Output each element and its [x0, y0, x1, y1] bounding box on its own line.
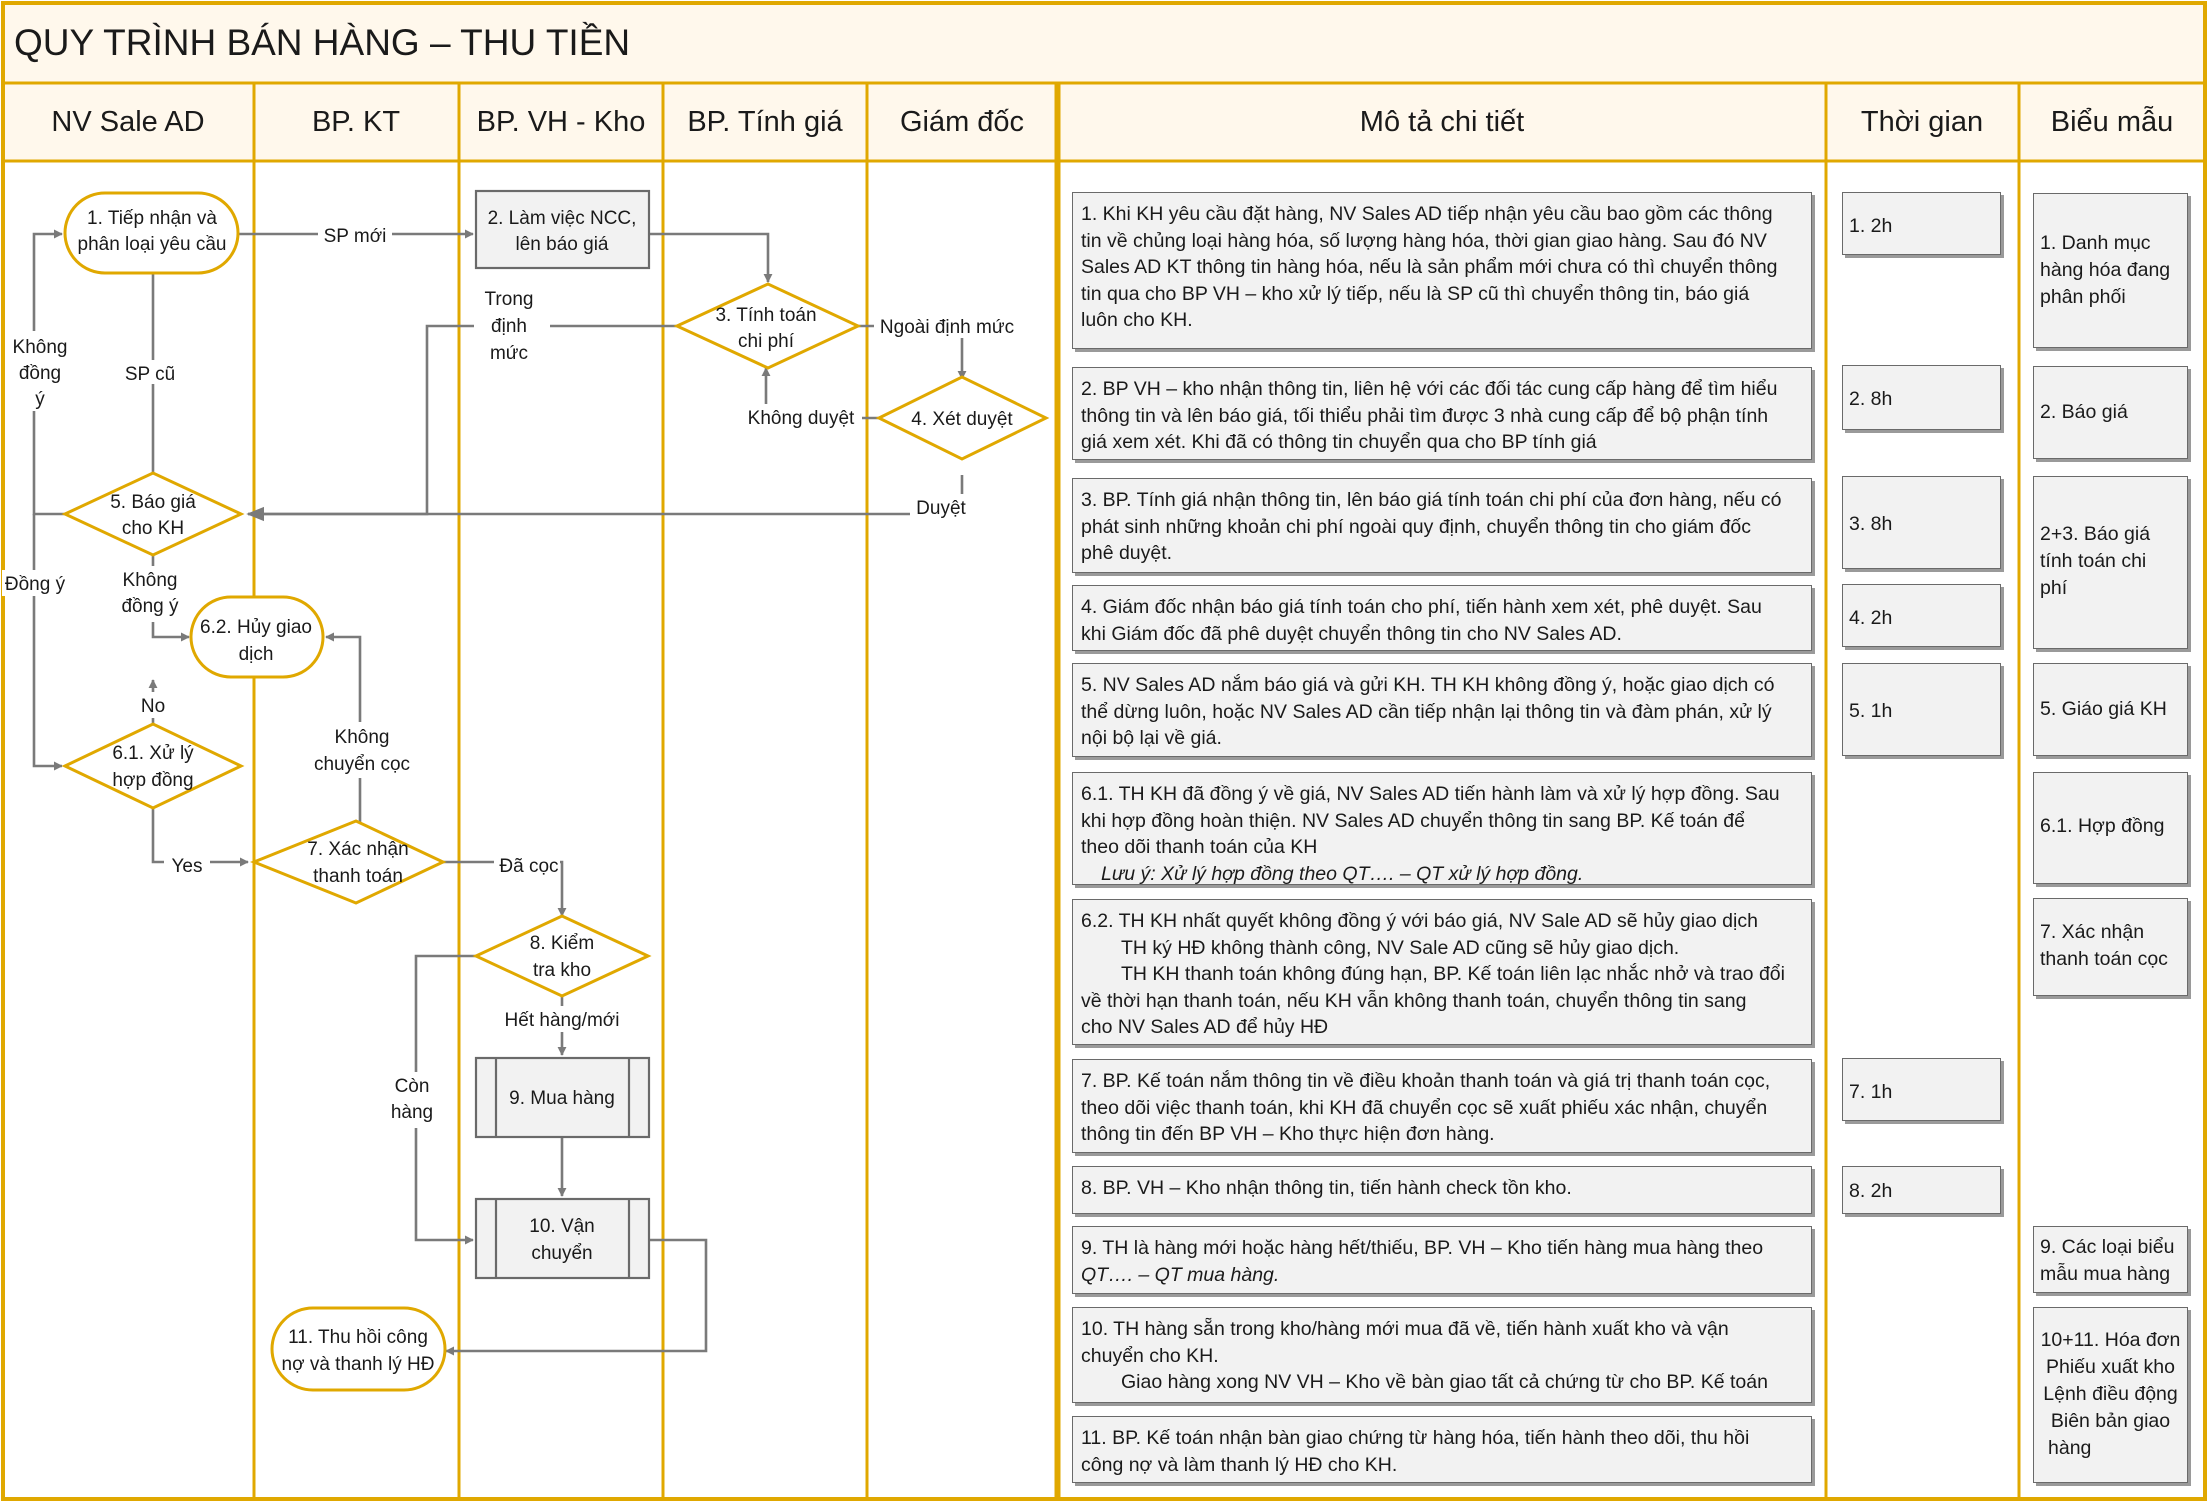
node-3-calculate-cost [677, 284, 858, 368]
edge-label-yes: Yes [171, 856, 203, 877]
desc-1-line: 1. Khi KH yêu cầu đặt hàng, NV Sales AD tiếp nhận yêu cầu bao gồm các thông [1081, 203, 1773, 225]
desc-6-2-line: TH KH thanh toán không đúng hạn, BP. Kế toán liên lạc nhắc nhở và trao đổi [1121, 963, 1785, 985]
edge-label-dong-y: Đồng ý [4, 574, 66, 595]
time-step-8 [1842, 1166, 2001, 1214]
form-7-line: thanh toán cọc [2040, 948, 2168, 970]
edge-label-da-coc: Đã cọc [499, 856, 559, 877]
form-6-1-contract [2033, 772, 2188, 884]
node-6-1-text-b: hợp đồng [112, 770, 194, 791]
lane-title-sale: NV Sale AD [51, 106, 205, 138]
desc-10-line: 10. TH hàng sẵn trong kho/hàng mới mua đã về, tiến hành xuất kho và vận [1081, 1318, 1729, 1340]
time-step-2 [1842, 365, 2001, 430]
node-1-receive-request [65, 193, 238, 273]
form-7-deposit-confirmation [2033, 898, 2188, 996]
form-3-line: 2+3. Báo giá [2040, 523, 2151, 545]
edge-label-khong-duyet: Không duyệt [747, 408, 855, 429]
time-step-1 [1842, 192, 2001, 255]
lane-title-giamdoc: Giám đốc [899, 106, 1025, 138]
node-11-text-a: 11. Thu hồi công [288, 1327, 428, 1348]
desc-2-line: 2. BP VH – kho nhận thông tin, liên hệ với các đối tác cung cấp hàng để tìm hiểu [1081, 378, 1778, 400]
desc-9-line: 9. TH là hàng mới hoặc hàng hết/thiếu, BP. VH – Kho tiến hàng mua hàng theo [1081, 1237, 1764, 1259]
desc-9-line: QT…. – QT mua hàng. [1081, 1263, 1280, 1286]
node-8-check-stock [476, 916, 648, 996]
desc-7-line: theo dõi việc thanh toán, khi KH đã chuyển cọc sẽ xuất phiếu xác nhận, chuyển [1081, 1096, 1768, 1119]
desc-10-line: Giao hàng xong NV VH – Kho về bàn giao tất cả chứng từ cho BP. Kế toán [1121, 1371, 1768, 1393]
desc-3-line: phê duyệt. [1081, 542, 1173, 564]
node-3-text-a: 3. Tính toán [715, 305, 817, 326]
edge-label-trong-dinh-muc-c: mức [489, 343, 529, 364]
form-10-line: 10+11. Hóa đơn [2040, 1329, 2181, 1351]
form-1-line: phân phối [2040, 286, 2126, 308]
desc-6-1-line: khi hợp đồng hoàn thiện. NV Sales AD chuyển thông tin sang BP. Kế toán để [1081, 809, 1745, 832]
edge-label-no: No [140, 696, 166, 717]
node-3-text-b: chi phí [738, 331, 794, 352]
desc-1-line: luôn cho KH. [1081, 309, 1193, 331]
desc-4-line: 4. Giám đốc nhận báo giá tính toán cho phí, tiến hành xem xét, phê duyệt. Sau [1081, 596, 1762, 618]
time-step-7 [1842, 1058, 2001, 1121]
node-6-1-handle-contract [65, 724, 241, 808]
desc-6-1-line: 6.1. TH KH đã đồng ý về giá, NV Sales AD tiến hành làm và xử lý hợp đồng. Sau [1081, 783, 1780, 805]
edge-label-het-hang-moi: Hết hàng/mới [504, 1010, 620, 1031]
node-5-text-b: cho KH [121, 518, 185, 539]
node-1-text-b: phân loại yêu cầu [77, 234, 227, 255]
time-value: 1. 2h [1849, 215, 1893, 237]
node-10-text-b: chuyển [531, 1243, 593, 1264]
form-9-line: mẫu mua hàng [2040, 1263, 2171, 1285]
form-2-line: 2. Báo giá [2040, 401, 2128, 423]
edge-label-khong-chuyen-coc-a: Không [334, 727, 390, 748]
form-6-1-line: 6.1. Hợp đồng [2040, 815, 2165, 837]
description-step-6-2 [1072, 899, 1812, 1045]
lane-title-tinhgia: BP. Tính giá [687, 106, 843, 138]
form-3-cost-calculation [2033, 476, 2188, 649]
time-value: 2. 8h [1849, 388, 1893, 410]
edge-label-trong-dinh-muc-b: định [491, 316, 527, 337]
form-10-11-shipping-documents [2033, 1307, 2188, 1483]
node-11-text-b: nợ và thanh lý HĐ [281, 1354, 435, 1375]
desc-11-line: công nợ và làm thanh lý HĐ cho KH. [1081, 1453, 1398, 1476]
description-step-8 [1072, 1166, 1812, 1214]
desc-1-line: tin qua cho BP VH – kho xử lý tiếp, nếu là SP cũ thì chuyển thông tin, báo giá [1081, 282, 1750, 305]
desc-8-line: 8. BP. VH – Kho nhận thông tin, tiến hành check tồn kho. [1081, 1177, 1572, 1199]
form-9-line: 9. Các loại biểu [2040, 1236, 2175, 1258]
edge-label-khong-chuyen-coc-b: chuyển cọc [313, 754, 411, 775]
desc-1-line: Sales AD KT thông tin hàng hóa, nếu là sản phẩm mới chưa có thì chuyển thông [1081, 256, 1778, 278]
form-3-line: phí [2040, 577, 2068, 599]
description-step-10 [1072, 1307, 1812, 1403]
edge-label-khong-dong-y-2a: Không [122, 570, 178, 591]
node-2-text-b: lên báo giá [515, 234, 609, 255]
node-7-confirm-payment [254, 821, 443, 903]
form-5-customer-quote [2033, 663, 2188, 756]
edge-label-khong-dong-y-1b: đồng [18, 363, 62, 384]
desc-3-line: 3. BP. Tính giá nhận thông tin, lên báo giá tính toán chi phí của đơn hàng, nếu có [1081, 489, 1782, 511]
description-step-9 [1072, 1226, 1812, 1294]
desc-2-line: thông tin và lên báo giá, tối thiểu phải tìm được 3 nhà cung cấp để bộ phận tính [1081, 404, 1769, 427]
desc-3-line: phát sinh những khoản chi phí ngoài quy định, chuyển thông tin cho giám đốc [1081, 515, 1752, 538]
time-step-3 [1842, 476, 2001, 569]
desc-5-line: nội bộ lại về giá. [1081, 727, 1222, 749]
desc-7-line: 7. BP. Kế toán nắm thông tin về điều khoản thanh toán và giá trị thanh toán cọc, [1081, 1070, 1771, 1092]
description-step-2 [1072, 367, 1812, 460]
description-step-7 [1072, 1059, 1812, 1153]
edge-label-con-hang-a: Còn [394, 1076, 430, 1097]
form-3-line: tính toán chi [2040, 550, 2147, 572]
node-2-text-a: 2. Làm việc NCC, [487, 208, 637, 229]
node-8-text-b: tra kho [532, 960, 592, 981]
desc-5-line: 5. NV Sales AD nắm báo giá và gửi KH. TH KH không đồng ý, hoặc giao dịch có [1081, 674, 1775, 696]
description-step-5 [1072, 663, 1812, 757]
form-10-line: Phiếu xuất kho [2045, 1356, 2175, 1378]
lane-title-vh: BP. VH - Kho [476, 106, 646, 138]
desc-4-line: khi Giám đốc đã phê duyệt chuyển thông tin cho NV Sales AD. [1081, 622, 1622, 645]
form-7-line: 7. Xác nhận [2040, 921, 2145, 943]
form-1-line: 1. Danh mục [2040, 232, 2151, 254]
desc-1-line: tin về chủng loại hàng hóa, số lượng hàng hóa, thời gian giao hàng. Sau đó NV [1081, 229, 1767, 252]
edge-label-khong-dong-y-1c: ý [35, 389, 45, 410]
node-2-work-with-suppliers [476, 191, 649, 268]
desc-6-1-line: theo dõi thanh toán của KH [1081, 836, 1318, 858]
desc-6-2-line: về thời hạn thanh toán, nếu KH vẫn không thanh toán, chuyển thông tin sang [1081, 989, 1747, 1012]
node-1-text-a: 1. Tiếp nhận và [87, 208, 217, 229]
node-4-text: 4. Xét duyệt [911, 409, 1013, 430]
time-value: 7. 1h [1849, 1081, 1893, 1103]
node-8-text-a: 8. Kiểm [529, 933, 595, 954]
description-step-4 [1072, 585, 1812, 651]
description-step-3 [1072, 478, 1812, 573]
time-step-4 [1842, 584, 2001, 647]
desc-2-line: giá xem xét. Khi đã có thông tin chuyển qua cho BP tính giá [1081, 431, 1597, 453]
time-value: 8. 2h [1849, 1180, 1893, 1202]
edge-label-con-hang-b: hàng [390, 1102, 434, 1123]
form-1-product-list [2033, 193, 2188, 348]
node-9-text: 9. Mua hàng [509, 1088, 615, 1109]
lane-title-mota: Mô tả chi tiết [1359, 106, 1525, 138]
edge-label-duyet: Duyệt [916, 498, 966, 519]
desc-5-line: thể dừng luôn, hoặc NV Sales AD cần tiếp nhận lại thông tin và đàm phán, xử lý [1081, 700, 1772, 723]
edge-label-sp-cu: SP cũ [124, 364, 176, 385]
node-7-text-b: thanh toán [313, 866, 403, 887]
form-2-quotation [2033, 366, 2188, 459]
node-6-1-text-a: 6.1. Xử lý [112, 743, 194, 764]
description-step-6-1 [1072, 772, 1812, 885]
lane-title-kt: BP. KT [311, 106, 401, 138]
node-10-shipping [476, 1199, 649, 1278]
description-step-1 [1072, 192, 1812, 349]
time-step-5 [1842, 663, 2001, 756]
time-value: 3. 8h [1849, 513, 1893, 535]
form-9-purchase-forms [2033, 1226, 2188, 1293]
node-6-2-text-b: dịch [238, 644, 274, 665]
node-11-collect-debt [272, 1308, 445, 1390]
time-value: 5. 1h [1849, 700, 1893, 722]
edge-label-khong-dong-y-2b: đồng ý [121, 596, 179, 617]
time-value: 4. 2h [1849, 607, 1893, 629]
node-5-text-a: 5. Báo giá [110, 492, 196, 513]
node-5-quote-customer [65, 473, 241, 555]
node-6-2-text-a: 6.2. Hủy giao [200, 617, 312, 638]
form-5-line: 5. Giáo giá KH [2040, 698, 2167, 720]
desc-11-line: 11. BP. Kế toán nhận bàn giao chứng từ hàng hóa, tiến hành theo dõi, thu hồi [1081, 1427, 1750, 1449]
edge-label-sp-moi: SP mới [323, 226, 387, 247]
edge-label-trong-dinh-muc-a: Trong [484, 289, 534, 310]
desc-6-2-line: TH ký HĐ không thành công, NV Sale AD cũng sẽ hủy giao dịch. [1121, 936, 1680, 959]
desc-7-line: thông tin đến BP VH – Kho thực hiện đơn hàng. [1081, 1123, 1495, 1145]
lane-title-bieumau: Biểu mẫu [2050, 106, 2174, 138]
form-1-line: hàng hóa đang [2040, 259, 2171, 281]
desc-6-2-line: 6.2. TH KH nhất quyết không đồng ý với báo giá, NV Sale AD sẽ hủy giao dịch [1081, 910, 1758, 932]
desc-10-line: chuyển cho KH. [1081, 1344, 1219, 1367]
node-10-text-a: 10. Vận [529, 1216, 595, 1237]
description-step-11 [1072, 1416, 1812, 1483]
desc-6-1-note: Lưu ý: Xử lý hợp đồng theo QT…. – QT xử lý hợp đồng. [1101, 862, 1584, 885]
page-title: QUY TRÌNH BÁN HÀNG – THU TIỀN [14, 22, 631, 63]
form-10-line: Lệnh điều động [2043, 1383, 2178, 1405]
lane-title-thoigian: Thời gian [1860, 106, 1984, 138]
edge-label-khong-dong-y-1a: Không [12, 337, 68, 358]
desc-6-2-line: cho NV Sales AD để hủy HĐ [1081, 1016, 1329, 1038]
node-7-text-a: 7. Xác nhận [307, 839, 409, 860]
edge-label-ngoai-dinh-muc: Ngoài định mức [879, 317, 1015, 338]
form-10-line: hàng [2048, 1437, 2092, 1459]
form-10-line: Biên bản giao [2050, 1410, 2171, 1432]
